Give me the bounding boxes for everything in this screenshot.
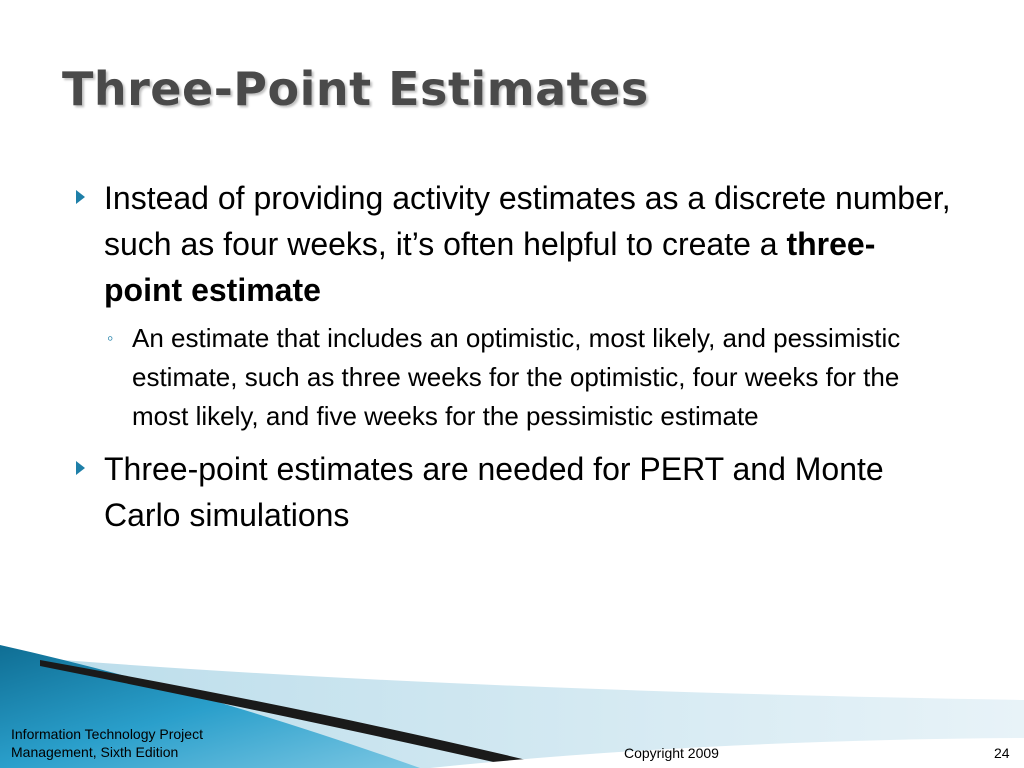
bullet-item-2 [72,446,952,538]
slide-title: Three-Point Estimates [62,62,649,116]
footer-book-line-1: Information Technology Project [11,726,203,742]
triangle-right-icon [76,190,85,204]
bullet-1-bold-term: three-point estimate [104,226,876,308]
slide-body [72,175,952,544]
triangle-right-icon [76,461,85,475]
bullet-1-text: Instead of providing activity estimates as a discrete number, such as four weeks, it’s often helpful to create a [104,180,951,262]
sub-bullet-item-1 [104,319,952,436]
bullet-item-1 [72,175,952,313]
sub-bullet-1-text: An estimate that includes an optimistic, most likely, and pessimistic estimate, such as three weeks for the optimistic, four weeks for the most likely, and five weeks for the pessimistic estimate [132,323,901,431]
footer-copyright: Copyright 2009 [624,745,719,761]
footer-page-number: 24 [994,745,1010,761]
footer-book-title [11,725,203,761]
footer-book-line-2: Management, Sixth Edition [11,744,179,760]
circle-bullet-icon: ◦ [107,328,114,348]
bullet-2-text: Three-point estimates are needed for PERT and Monte Carlo simulations [104,451,884,533]
